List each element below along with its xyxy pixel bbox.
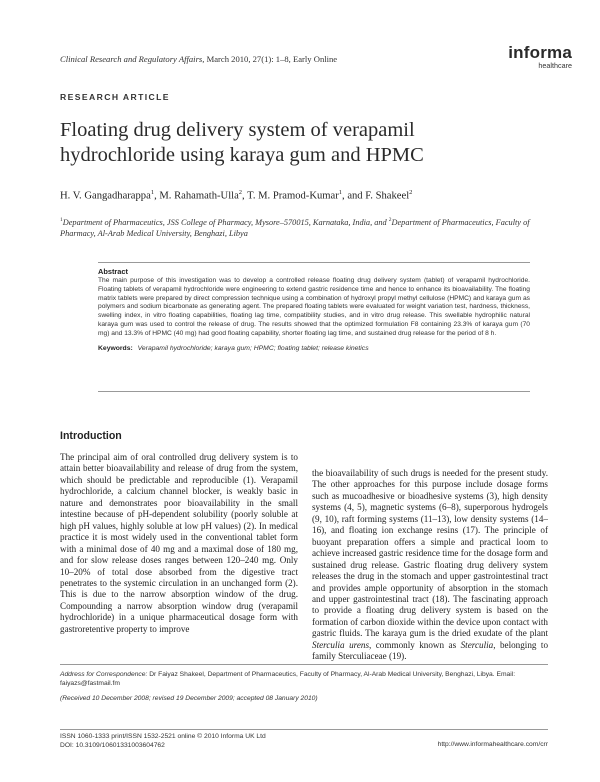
author-affiliation-mark: 2 [238, 189, 243, 196]
author-name: F. Shakeel [365, 190, 410, 202]
species-name: Sterculia urens [312, 639, 370, 650]
correspondence-label: Address for Correspondence: [60, 671, 148, 678]
journal-citation [60, 54, 430, 64]
journal-url-link[interactable]: http://www.informahealthcare.com/crr [437, 741, 548, 748]
issn-block [60, 732, 360, 750]
keywords-line [98, 344, 530, 353]
author-name: M. Rahamath-Ulla [159, 190, 239, 202]
paragraph-text: , commonly known as [369, 639, 461, 650]
article-title: Floating drug delivery system of verapamil hydrochloride using karaya gum and HPMC [60, 119, 424, 166]
author-list [60, 189, 560, 202]
paragraph-text: the bioavailability of such drugs is needed for the present study. The other approaches for this purpose include dosage forms such as mucoadhesive or bioadhesive systems (3), high density systems (4, 5), magnetic systems (6–8), superporous hydrogels (9, 10), raft forming systems (11–13), low density systems (14–16), and floating ion exchange resins (17). The principle of buoyant preparation offers a simple and practical loom to achieve increased gastric residence time for the dosage form and sustained drug release. Gastric floating drug delivery system releases the drug in the stomach and upper gastrointestinal tract and provides ample opportunity of absorption in the stomach and upper gastrointestinal tract (18). The fascinating approach to provide a floating drug delivery system is based on the formation of carbon dioxide within the device upon contact with gastric fluids. The karaya gum is the dried exudate of the plant [312, 468, 548, 639]
author-separator: , [154, 190, 160, 202]
footnote-divider [60, 664, 548, 665]
received-dates: (Received 10 December 2008; revised 19 December 2009; accepted 08 January 2010) [60, 695, 318, 702]
logo-sub-text: healthcare [538, 61, 572, 70]
journal-name: Clinical Research and Regulatory Affairs, [60, 54, 205, 64]
keywords-text: Verapamil hydrochloride; karaya gum; HPMC; floating tablet; release kinetics [137, 345, 369, 353]
author-affiliation-mark: 1 [338, 189, 343, 196]
affiliation-mark: 2 [388, 217, 392, 223]
article-type-label: RESEARCH ARTICLE [60, 92, 170, 102]
keywords-label: Keywords: [98, 345, 133, 353]
affiliation-mark: 1 [60, 217, 63, 223]
author-affiliation-mark: 1 [150, 189, 155, 196]
correspondence-text: Dr Faiyaz Shakeel, Department of Pharmaceutics, Faculty of Pharmacy, Al-Arab Medical University, Benghazi, Libya. Email: faiyazs@fastmail.fm [60, 671, 516, 687]
introduction-left-column: The principal aim of oral controlled drug delivery system is to attain better bioavailability and release of drug from the system, which should be predictable and reproducible (1). Verapamil hydrochloride, a calcium channel blocker, is weakly basic in nature and demonstrates poor bioavailability in the small intestine because of pH-dependent solubility (poorly soluble at high pH values, highly soluble at low pH values) (2). In medical practice it is most widely used in the conventional tablet form with a minimal dose of 40 mg and a maximal dose of 180 mg, and for slow release doses ranges between 120–240 mg. Only 10–20% of total dose absorbed from the digestive tract penetrates to the systemic circulation in an unchanged form (2). This is due to the narrow absorption window of the drug. Compounding a narrow absorption window drug (verapamil hydrochloride) in a unique pharmaceutical dosage form with gastroretentive property to improve [60, 452, 298, 634]
correspondence-address [60, 670, 550, 688]
affiliation-text: Department of Pharmaceutics, Faculty of Pharmacy, Al-Arab Medical University, Benghazi, Libya [60, 217, 530, 239]
issn-line: ISSN 1060-1333 print/ISSN 1532-2521 online © 2010 Informa UK Ltd [60, 733, 266, 740]
genus-name: Sterculia [460, 639, 494, 650]
affiliations [60, 215, 530, 240]
introduction-heading: Introduction [60, 430, 122, 442]
footer-divider [60, 729, 548, 730]
journal-pub-info: March 2010, 27(1): 1–8, Early Online [206, 54, 338, 64]
abstract-text: The main purpose of this investigation was to develop a controlled release floating drug delivery system (tablet) of verapamil hydrochloride. Floating tablets of verapamil hydrochloride were engineering to extend gastric residence time and hence to enhance its bioavailability. The floating matrix tablets were prepared by direct compression technique using a combination of hydroxyl propyl methyl cellulose (HPMC) and karaya gum as polymers and sodium bicarbonate as generating agent. The prepared floating tablets were evaluated for weight variation test, hardness, thickness, swelling index, in vitro floating capabilities, floating lag time, compatibility studies, and in vitro drug release. This swellable hydrophilic natural karaya gum was used to control the release of drug. The results showed that the optimized formulation F8 containing 23.3% of karaya gum (70 mg) and 13.3% of HPMC (40 mg) had good floating capability, shorter floating lag time, and sustained drug release for the period of 8 h. [98, 277, 530, 337]
doi-line: DOI: 10.3109/10601331003604762 [60, 742, 165, 749]
author-name: H. V. Gangadharappa [60, 190, 151, 202]
author-separator: , and [342, 190, 366, 202]
author-name: T. M. Pramod-Kumar [247, 190, 339, 202]
paragraph-text: , belonging to family Sterculiaceae (19). [312, 639, 549, 662]
publisher-logo [508, 44, 572, 70]
logo-main-text: informa [508, 43, 572, 62]
abstract-heading: Abstract [98, 267, 128, 276]
author-separator: , [242, 190, 248, 202]
author-affiliation-mark: 2 [409, 189, 413, 196]
affiliation-text: Department of Pharmaceutics, JSS College of Pharmacy, Mysore–570015, Karnataka, India, and [62, 217, 389, 227]
abstract-section [98, 262, 530, 392]
introduction-right-column [312, 468, 548, 663]
